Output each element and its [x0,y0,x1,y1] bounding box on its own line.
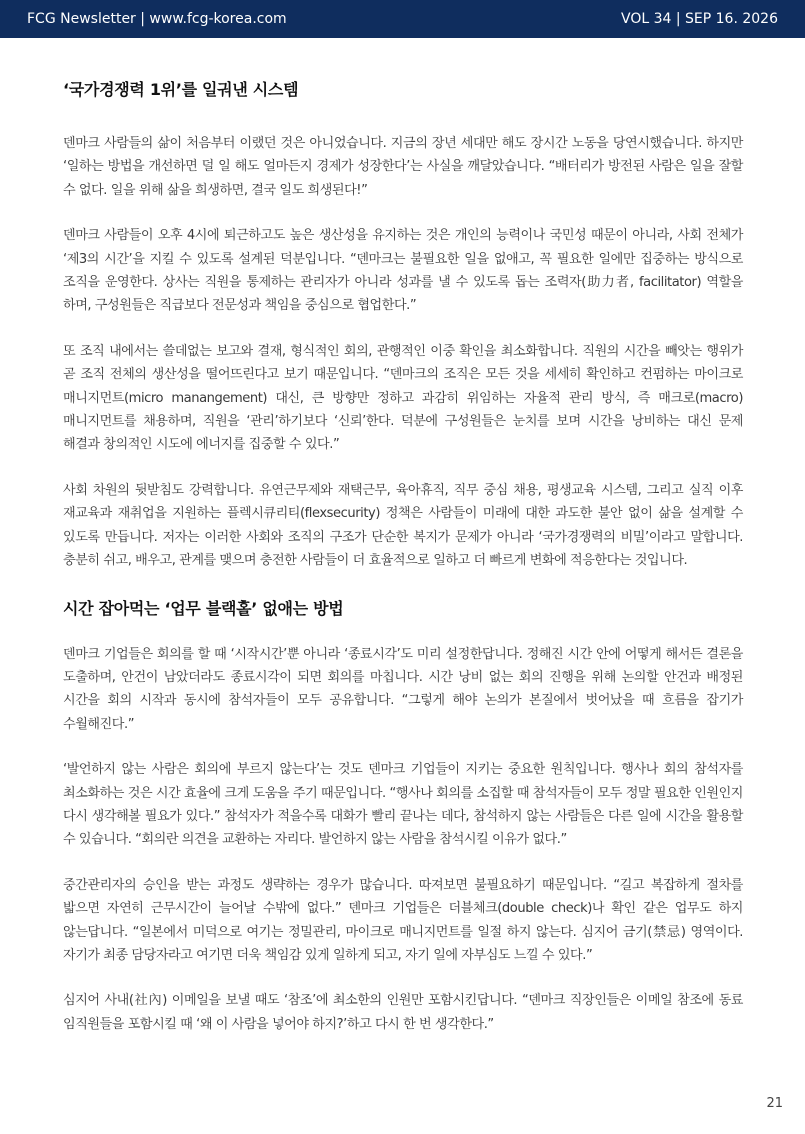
header-issue-info: VOL 34 | SEP 16. 2026 [620,11,778,27]
paragraph: 덴마크 사람들이 오후 4시에 퇴근하고도 높은 생산성을 유지하는 것은 개인의 능력이나 국민성 때문이 아니라, 사회 전체가 ‘제3의 시간’을 지킬 수 있도록 설계된 덕분입니다. “덴마크는 불필요한 일을 없애고, 꼭 필요한 일에만 집중하는 방식으로 조직을 운영한다. 상사는 직원을 통제하는 관리자가 아니라 성과를 낼 수 있도록 돕는 조력자(助力者, facilitator) 역할을 하며, 구성원들은 직급보다 전문성과 책임을 중심으로 협업한다.” [63,228,743,314]
section-heading-system: ‘국가경쟁력 1위’를 일궈낸 시스템 [63,80,299,99]
paragraph: 중간관리자의 승인을 받는 과정도 생략하는 경우가 많습니다. 따져보면 불필요하기 때문입니다. “길고 복잡하게 절차를 밟으면 자연히 근무시간이 늘어날 수밖에 없다.” 덴마크 기업들은 더블체크(double check)나 확인 같은 업무도 하지 않는답니다. “일본에서 미덕으로 여기는 정밀관리, 마이크로 매니지먼트를 일절 하지 않는다. 심지어 금기(禁忌) 영역이다. 자기가 최종 담당자라고 여기면 더욱 책임감 있게 일하게 되고, 자기 일에 자부심도 느낄 수 있다.” [63,877,743,963]
paragraph: 덴마크 사람들의 삶이 처음부터 이랬던 것은 아니었습니다. 지금의 장년 세대만 해도 장시간 노동을 당연시했습니다. 하지만 ‘일하는 방법을 개선하면 덜 일 해도 얼마든지 경제가 성장한다’는 사실을 깨달았습니다. “배터리가 방전된 사람은 일을 잘할 수 없다. 일을 위해 삶을 희생하면, 결국 일도 희생된다!” [63,136,743,198]
paragraph: ‘발언하지 않는 사람은 회의에 부르지 않는다’는 것도 덴마크 기업들이 지키는 중요한 원칙입니다. 행사나 회의 참석자를 최소화하는 것은 시간 효율에 크게 도움을 주기 때문입니다. “행사나 회의를 소집할 때 참석자들이 모두 정말 필요한 인원인지 다시 생각해볼 필요가 있다.” 참석자가 적을수록 대화가 빨리 끝나는 데다, 참석하지 않는 사람들은 다른 일에 시간을 활용할 수 있습니다. “회의란 의견을 교환하는 자리다. 발언하지 않는 사람을 참석시킬 이유가 없다.” [63,762,743,848]
paragraph: 또 조직 내에서는 쓸데없는 보고와 결재, 형식적인 회의, 관행적인 이중 확인을 최소화합니다. 직원의 시간을 빼앗는 행위가 곧 조직 전체의 생산성을 떨어뜨린다고 보기 때문입니다. “덴마크의 조직은 모든 것을 세세히 확인하고 컨펌하는 마이크로 매니지먼트(micro manangement) 대신, 큰 방향만 정하고 과감히 위임하는 자율적 관리 방식, 즉 매크로(macro) 매니지먼트를 채용하며, 직원을 ‘관리’하기보다 ‘신뢰’한다. 덕분에 구성원들은 눈치를 보며 시간을 낭비하는 대신 문제 해결과 창의적인 시도에 에너지를 집중할 수 있다.” [63,343,743,453]
paragraph: 덴마크 기업들은 회의를 할 때 ‘시작시간’뿐 아니라 ‘종료시각’도 미리 설정한답니다. 정해진 시간 안에 어떻게 해서든 결론을 도출하며, 안건이 남았더라도 종료시각이 되면 회의를 마칩니다. 시간 낭비 없는 회의 진행을 위해 논의할 안건과 배정된 시간을 회의 시작과 동시에 참석자들이 모두 공유합니다. “그렇게 해야 논의가 본질에서 벗어났을 때 흐름을 잡기가 수월해진다.” [63,646,743,732]
paragraph: 심지어 사내(社內) 이메일을 보낼 때도 ‘참조’에 최소한의 인원만 포함시킨답니다. “덴마크 직장인들은 이메일 참조에 동료 임직원들을 포함시킬 때 ‘왜 이 사람을 넣어야 하지?’하고 다시 한 번 생각한다.” [63,993,743,1032]
article-body [63,76,743,1058]
newsletter-header [0,0,805,38]
page-number: 21 [766,1096,783,1111]
paragraph: 사회 차원의 뒷받침도 강력합니다. 유연근무제와 재택근무, 육아휴직, 직무 중심 채용, 평생교육 시스템, 그리고 실직 이후 재교육과 재취업을 지원하는 플렉시큐리티(flexsecurity) 정책은 사람들이 미래에 대한 과도한 불안 없이 삶을 설계할 수 있도록 만듭니다. 저자는 이러한 사회와 조직의 구조가 단순한 복지가 문제가 아니라 ‘국가경쟁력의 비밀’이라고 말합니다. 충분히 쉬고, 배우고, 관계를 맺으며 충전한 사람들이 더 효율적으로 일하고 더 빠르게 변화에 적응한다는 것입니다. [63,482,743,569]
header-site-info: FCG Newsletter | www.fcg-korea.com [27,11,287,27]
section-heading-blackhole: 시간 잡아먹는 ‘업무 블랙홀’ 없애는 방법 [63,598,344,618]
